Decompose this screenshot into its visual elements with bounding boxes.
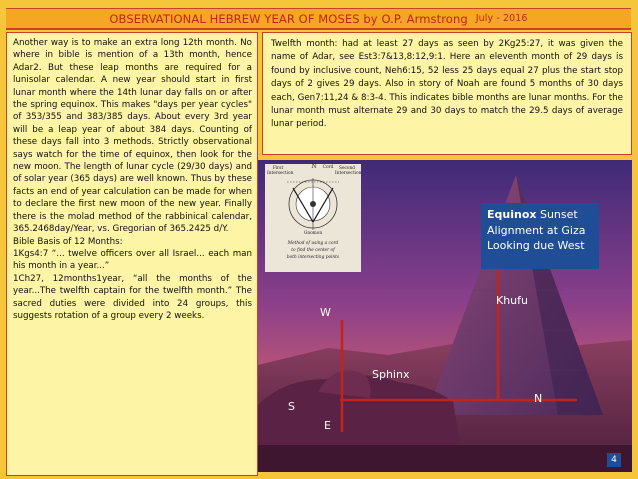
right-text-panel bbox=[262, 32, 632, 155]
gnomon-diagram bbox=[265, 164, 361, 272]
giza-photo bbox=[258, 160, 632, 472]
first-intersection-label: First Intersection bbox=[267, 166, 294, 176]
left-text-panel bbox=[6, 32, 258, 476]
khufu-label: Khufu bbox=[496, 294, 529, 307]
title-underline bbox=[6, 28, 631, 30]
gnomon-label: Gnomon bbox=[303, 231, 323, 236]
chronicles-reference: 1Ch27, 12months1year, “all the months of the year...The twelfth captain for the twelfth month.” The sacred duties were divided into 24 groups, this suggests rotation of a group every 2 weeks. bbox=[13, 273, 252, 321]
north-label: N bbox=[534, 392, 543, 405]
page-date: July - 2016 bbox=[475, 13, 528, 24]
equinox-caption bbox=[481, 203, 599, 269]
diagram-note-line2: to find the center of bbox=[291, 248, 335, 253]
page-number: 4 bbox=[607, 453, 621, 467]
diagram-north-label: N bbox=[311, 163, 317, 170]
kings-reference: 1Kgs4:7 “... twelve officers over all Israel... each man his month in a year...” bbox=[13, 248, 252, 272]
page-title: OBSERVATIONAL HEBREW YEAR OF MOSES by O.P. Armstrong bbox=[109, 11, 468, 26]
bible-basis-heading: Bible Basis of 12 Months: bbox=[13, 236, 123, 247]
left-body-paragraph: Another way is to make an extra long 12th month. No where in bible is mention of a 13th month, hence Adar2. But these leap months are required for a lunisolar calendar. A new year should start in first lunar month where the 14th lunar day falls on or after the spring equinox. This makes "days per year cycles" of 353/355 and 383/385 days. About every 3rd year will be a leap year of about 384 days. Counting of these days fall into 3 methods. Strictly observational says watch for the time of equinox, then look for the new moon. The length of lunar cycle (29/30 days) and of solar year (365 days) are well known. Thus by these facts an end of year calculation can be made for when to declare the first new moon of the new year. Finally there is the molad method of the rabbinical calendar, 365.2468day/Year, vs. Gregorian of 365.2425 d/Y. bbox=[13, 38, 252, 235]
diagram-note-line1: Method of using a cord bbox=[287, 241, 339, 246]
caption-rest: Sunset Alignment at Giza Looking due West bbox=[487, 208, 586, 252]
caption-equinox-word: Equinox bbox=[487, 208, 537, 221]
sphinx-label: Sphinx bbox=[372, 368, 410, 381]
south-label: S bbox=[288, 400, 295, 413]
second-intersection-label: Second Intersection bbox=[335, 166, 362, 176]
title-bar bbox=[6, 8, 631, 28]
diagram-note-line3: both intersecting points bbox=[286, 255, 340, 260]
cord-label: Cord bbox=[322, 165, 334, 170]
west-label: W bbox=[320, 306, 331, 319]
twelfth-month-paragraph: Twelfth month: had at least 27 days as seen by 2Kg25:27, it was given the name of Adar, see Est3:7&13,8:12,9:1. Here an eleventh month of 29 days is found by inclusive count, Neh6:15, 52 less 25 days equal 27 plus the start stop days of 2 gives 29 days. Also in story of Noah are found 5 months of 30 days each, Gen7:11,24 & 8:3-4. This indicates bible months are lunar months. For the lunar month must alternate 29 and 30 days to match the 29.5 days of average lunar period. bbox=[271, 39, 623, 130]
east-label: E bbox=[324, 419, 331, 432]
